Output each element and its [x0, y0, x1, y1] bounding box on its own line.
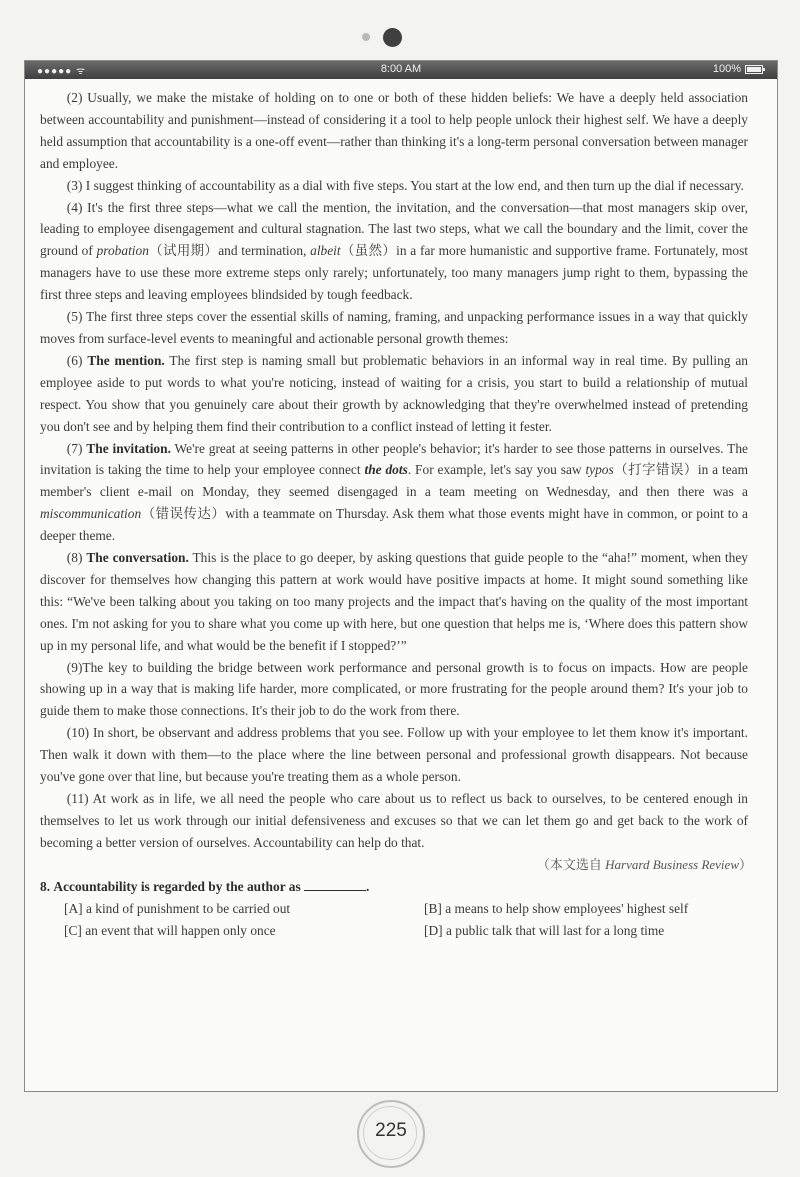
- paragraph-text: The invitation.: [86, 440, 171, 456]
- option-text: a means to help show employees' highest self: [445, 900, 689, 916]
- paragraph-text: the dots: [364, 462, 408, 478]
- paragraph-6: [40, 350, 748, 438]
- paragraph-text: Usually, we make the mistake of holding on to one or both of these hidden beliefs: We have a deeply held association between accountability and punishment—instead of considering it a tool to help people unlock their highest self. We have a deeply held assumption that accountability is a one-off event—rather than thinking it's a long-term personal conversation between manager and employee.: [40, 90, 748, 171]
- page-number-badge: [357, 1100, 425, 1168]
- paragraph-number: (10): [66, 725, 90, 741]
- answer-options: [40, 898, 748, 942]
- paragraph-3: [40, 175, 748, 197]
- paragraph-4: [40, 197, 748, 307]
- status-battery: [713, 63, 763, 75]
- paragraph-text: It's the first three steps—what we call the mention, the invitation, and the conversation—that most managers skip over, leading to employee disengagement and cultural stagnation. The last two steps, what we call the boundary and the limit, cover the ground of: [40, 199, 748, 259]
- status-time: 8:00 AM: [380, 63, 422, 75]
- paragraph-number: (3): [66, 177, 83, 193]
- source-title: Harvard Business Review: [605, 856, 739, 872]
- battery-percent: 100%: [712, 63, 741, 75]
- option-a[interactable]: [64, 898, 424, 920]
- paragraph-text: The conversation.: [86, 550, 189, 566]
- paragraph-number: (5): [66, 309, 83, 325]
- paragraph-8: [40, 547, 748, 657]
- paragraph-10: [40, 722, 748, 788]
- paragraph-text: This is the place to go deeper, by asking questions that guide people to the “aha!” moment, when they discover for themselves how changing this pattern at work would have positive impacts at home. It might sound something like this: “We've been talking about you taking on too many projects and the impact that's having on the quality of the most important ones. I'm not asking for you to share what you come up with here, but one question that helps me is, ‘Where does this pattern show up in my personal life, and what would be the benefit if I stopped?’”: [40, 550, 748, 653]
- paragraph-number: (8): [66, 550, 83, 566]
- article-content: [40, 87, 752, 942]
- paragraph-text: The key to building the bridge between work performance and personal growth is to focus on impacts. How are people showing up in a way that is making life harder, more complicated, or more frustrating for the people around them? It's your job to guide them to make those connections. It's their job to do the work from there.: [40, 659, 748, 719]
- paragraph-text: The first three steps cover the essential skills of naming, framing, and unpacking performance issues in a way that quickly moves from surface-level events to meaningful and actionable personal growth themes:: [40, 309, 748, 346]
- answer-blank: [304, 878, 366, 891]
- source-suffix: ）: [738, 856, 752, 872]
- paragraph-text: （试用期）and termination,: [148, 243, 311, 259]
- option-d[interactable]: [424, 920, 772, 942]
- paragraph-7: [40, 438, 748, 548]
- option-c[interactable]: [64, 920, 424, 942]
- page-dot-inactive[interactable]: [362, 33, 370, 41]
- paragraph-text: typos: [585, 462, 614, 478]
- option-b[interactable]: [424, 898, 772, 920]
- paragraph-text: In short, be observant and address problems that you see. Follow up with your employee to let them know it's important. Then walk it down with them—to the place where the line between personal and professional growth disappears. Not because you've gone over that line, but because you're treating them as a whole person.: [40, 725, 748, 785]
- option-text: a public talk that will last for a long time: [445, 922, 665, 938]
- option-text: a kind of punishment to be carried out: [85, 900, 291, 916]
- paragraph-text: At work as in life, we all need the people who care about us to reflect us back to ourselves, to be centered enough in themselves to let us work through our initial defensiveness and excuses so that we can let them go and get back to the work of becoming a better version of ourselves. Accountability can help do that.: [40, 791, 748, 850]
- option-label: [D]: [424, 922, 443, 938]
- paragraph-number: (11): [66, 791, 89, 806]
- paragraph-text: The mention.: [87, 352, 165, 368]
- page-indicator-dots: [0, 28, 800, 48]
- paragraph-text: （打字错误）in a team member's client e-mail on Monday, they seemed disengaged in a team meeting on Wednesday, and then there was a: [40, 462, 749, 500]
- option-label: [B]: [424, 900, 442, 916]
- signal-wifi-icon: ●●●●● ᯤ: [37, 66, 87, 77]
- source-citation: [40, 854, 752, 875]
- paragraph-text: probation: [96, 243, 149, 259]
- paragraph-text: . For example, let's say you saw: [407, 462, 586, 478]
- question-8: [40, 876, 748, 942]
- paragraph-text: （错误传达）with a teammate on Thursday. Ask them what those events might have in common, or point to a deeper theme.: [40, 506, 748, 544]
- paragraph-number: (6): [66, 352, 83, 368]
- page-number: 225: [375, 1120, 407, 1141]
- question-stem: [40, 876, 748, 898]
- battery-icon: [745, 65, 763, 74]
- paragraph-number: (4): [66, 199, 83, 215]
- status-bar: [25, 61, 777, 79]
- option-label: [C]: [64, 922, 82, 938]
- paragraph-number: (9): [66, 659, 83, 675]
- article-paragraphs: [40, 87, 748, 854]
- question-number: 8.: [40, 878, 51, 894]
- paragraph-text: I suggest thinking of accountability as a dial with five steps. You start at the low end, and then turn up the dial if necessary.: [82, 177, 744, 193]
- option-label: [A]: [64, 900, 83, 916]
- question-end: .: [366, 878, 370, 894]
- option-text: an event that will happen only once: [85, 922, 276, 938]
- question-text: Accountability is regarded by the author as: [53, 878, 301, 894]
- paragraph-text: The first step is naming small but problematic behaviors in an informal way in real time. By pulling an employee aside to put words to what you're noticing, instead of waiting for a crisis, you start to build a relationship of mutual respect. You show that you genuinely care about their growth by acknowledging that they're overwhelmed instead of pretending you don't see and by helping them find their contribution to a conflict instead of letting it fester.: [40, 352, 748, 434]
- paragraph-number: (2): [66, 90, 83, 105]
- paragraph-text: （虽然）in a far more humanistic and supportive frame. Fortunately, most managers have to use these more extreme steps only rarely; unfortunately, too many managers jump right to them, bypassing the first three steps and leaving employees blindsided by tough feedback.: [40, 243, 749, 303]
- paragraph-5: [40, 306, 748, 350]
- paragraph-text: We're great at seeing patterns in other people's behavior; it's harder to see those patterns in ourselves. The invitation is taking the time to help your employee connect: [40, 440, 748, 478]
- paragraph-text: albeit: [310, 243, 341, 259]
- paragraph-number: (7): [66, 440, 83, 456]
- paragraph-text: miscommunication: [40, 506, 142, 522]
- reader-frame: [24, 60, 778, 1092]
- page-dot-active[interactable]: [383, 28, 402, 47]
- source-prefix: （本文选自: [536, 856, 606, 872]
- paragraph-2: [40, 87, 748, 175]
- paragraph-11: [40, 788, 748, 854]
- paragraph-9: [40, 657, 748, 723]
